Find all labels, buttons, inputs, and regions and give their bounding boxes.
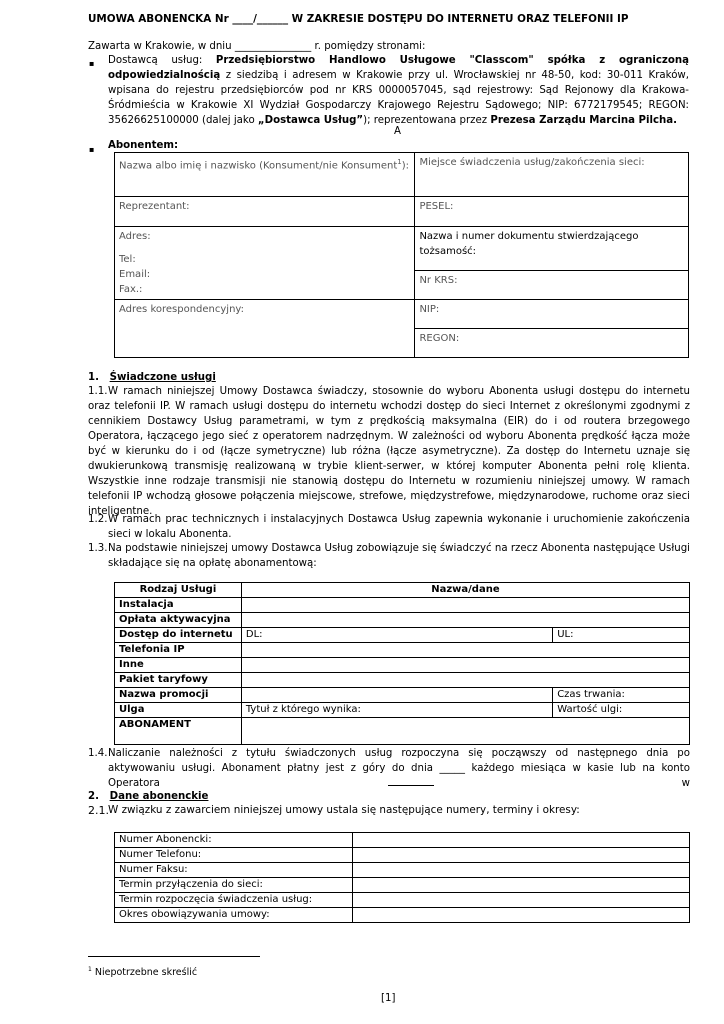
email-label: Email:: [119, 269, 151, 280]
p12-text: W ramach prac technicznych i instalacyjnych Dostawca Usług zapewnia wykonanie i uruchomienie zakończenia sieci w lokalu Abonenta.: [108, 514, 690, 540]
subscriber-number-value[interactable]: [352, 833, 689, 848]
p14-number: 1.4.: [88, 748, 108, 759]
telephony-value[interactable]: [241, 643, 689, 658]
footnote: [88, 962, 197, 980]
connection-date-value[interactable]: [352, 878, 689, 893]
nip-cell[interactable]: [415, 300, 689, 329]
nip-label: NIP:: [419, 304, 440, 315]
relief-basis-label: Tytuł z którego wynika:: [245, 704, 361, 715]
relief-basis-cell[interactable]: [241, 703, 552, 718]
service-place-cell[interactable]: [415, 153, 689, 197]
phone-number-label: Numer Telefonu:: [115, 848, 353, 863]
krs-label: Nr KRS:: [419, 275, 458, 286]
service-start-value[interactable]: [352, 893, 689, 908]
service-activation-fee: Opłata aktywacyjna: [115, 613, 242, 628]
dl-label: DL:: [245, 629, 263, 640]
regon-label: REGON:: [419, 333, 460, 344]
p14-blank-line: [388, 785, 434, 786]
upload-cell[interactable]: [553, 628, 690, 643]
subscriber-name-cell[interactable]: [115, 153, 415, 197]
provider-intro: Dostawcą usług:: [108, 55, 216, 66]
section-number: 2.: [88, 791, 99, 802]
subscription-value[interactable]: [241, 718, 689, 745]
p21-text: W związku z zawarciem niniejszej umowy ustala się następujące numery, terminy i okresy:: [108, 804, 580, 816]
service-promotion: Nazwa promocji: [115, 688, 242, 703]
subscriber-data-table: [114, 832, 690, 923]
p13-text: Na podstawie niniejszej umowy Dostawca Usług zobowiązuje się świadczyć na rzecz Abonenta następujące Usługi składające się na opłatę abonamentową:: [108, 543, 690, 569]
address-cell[interactable]: [115, 227, 415, 300]
p11-text: W ramach niniejszej Umowy Dostawca świadczy, stosownie do wyboru Abonenta usługi dostępu do internetu oraz telefonii IP. W ramach usługi dostępu do internetu wchodzi dostęp do sieci Internet z określonymi zgodnymi z cennikiem Dostawcy Usług parametrami, w tym z prędkością maksymalna (EIR) do i od routera brzegowego Operatora, łączącego jego sieć z operatorem nadrzędnym. W zależności od wyboru Abonenta prędkość łącza może być w kierunku do i od (łącze symetryczne) lub różna (łącze asymetryczne). Za dostęp do Internetu uznaje się dwukierunkową transmisję realizowaną w trybie klient-serwer, w której komputer Abonenta pełni rolę klienta. Wszystkie inne rodzaje transmisji nie stanowią dostępu do Internetu w rozumieniu niniejszej umowy. W ramach telefonii IP wchodzą głosowe połączenia miejscowe, strefowe, międzystrefowe, międzynarodowe, ruchome oraz sieci inteligentne.: [88, 386, 690, 517]
contract-period-value[interactable]: [352, 908, 689, 923]
provider-rep-intro: ); reprezentowana przez: [363, 115, 491, 126]
place-label: Miejsce świadczenia usług/zakończenia sieci:: [419, 157, 645, 168]
bullet-icon: ▪: [89, 59, 95, 68]
provider-paragraph: [108, 53, 689, 128]
service-telephony: Telefonia IP: [115, 643, 242, 658]
activation-fee-value[interactable]: [241, 613, 689, 628]
name-label: Nazwa albo imię i nazwisko (Konsument/nie Konsument: [119, 160, 398, 172]
service-subscription: ABONAMENT: [115, 718, 242, 745]
representative-label: Reprezentant:: [119, 201, 190, 212]
p13-paragraph: [108, 541, 690, 571]
document-title: UMOWA ABONENCKA Nr ____/______ W ZAKRESIE DOSTĘPU DO INTERNETU ORAZ TELEFONII IP: [88, 13, 629, 25]
pesel-label: PESEL:: [419, 201, 454, 212]
footnote-mark: 1: [88, 966, 92, 973]
concluded-line: Zawarta w Krakowie, w dniu _______________ r. pomiędzy stronami:: [88, 41, 426, 52]
p11-paragraph: [88, 384, 690, 519]
subscriber-table: [114, 152, 689, 358]
p14-text: Naliczanie należności z tytułu świadczonych usług rozpoczyna się począwszy od następnego dnia po aktywowaniu usługi. Abonament płatny jest z góry do dnia _____ każdego miesiąca w kasie lub na konto Operatora w: [108, 748, 690, 789]
address-label: Adres:: [119, 231, 151, 242]
correspondence-address-cell[interactable]: [115, 300, 415, 358]
subscriber-number-label: Numer Abonencki:: [115, 833, 353, 848]
service-internet: Dostęp do internetu: [115, 628, 242, 643]
service-other: Inne: [115, 658, 242, 673]
id-document-label: Nazwa i numer dokumentu stwierdzającego tożsamość:: [419, 231, 639, 257]
p12-number: 1.2.: [88, 514, 108, 525]
services-col-data: Nazwa/dane: [241, 583, 689, 598]
regon-cell[interactable]: [415, 329, 689, 358]
services-col-type: Rodzaj Usługi: [115, 583, 242, 598]
p13-number: 1.3.: [88, 543, 108, 554]
service-installation: Instalacja: [115, 598, 242, 613]
service-start-label: Termin rozpoczęcia świadczenia usług:: [115, 893, 353, 908]
fax-label: Fax.:: [119, 284, 143, 295]
phone-number-value[interactable]: [352, 848, 689, 863]
installation-value[interactable]: [241, 598, 689, 613]
section-number: 1.: [88, 372, 99, 383]
krs-cell[interactable]: [415, 271, 689, 300]
relief-value-cell[interactable]: [553, 703, 690, 718]
provider-alias: „Dostawca Usług”: [257, 115, 364, 126]
name-suffix: ):: [401, 160, 409, 172]
p21-number: 2.1.: [88, 804, 109, 817]
fax-number-label: Numer Faksu:: [115, 863, 353, 878]
other-value[interactable]: [241, 658, 689, 673]
duration-cell[interactable]: [553, 688, 690, 703]
pesel-cell[interactable]: [415, 197, 689, 227]
footnote-text: Niepotrzebne skreślić: [91, 967, 198, 979]
service-relief: Ulga: [115, 703, 242, 718]
footnote-ref: 1: [397, 158, 402, 166]
contract-period-label: Okres obowiązywania umowy:: [115, 908, 353, 923]
id-document-cell[interactable]: [415, 227, 689, 271]
footnote-separator: [88, 956, 260, 957]
section-2-heading: [88, 789, 208, 804]
page-number: [1]: [381, 993, 396, 1004]
section-title: Świadczone usługi: [109, 372, 216, 383]
provider-name: Przedsiębiorstwo Handlowo Usługowe "Classcom" spółka z ograniczoną odpowiedzialnością: [108, 55, 689, 81]
duration-label: Czas trwania:: [557, 689, 625, 700]
provider-rep: Prezesa Zarządu Marcina Pilcha.: [490, 115, 678, 126]
promotion-value[interactable]: [241, 688, 552, 703]
and-label: A: [394, 126, 401, 137]
download-cell[interactable]: [241, 628, 552, 643]
fax-number-value[interactable]: [352, 863, 689, 878]
bullet-icon: ▪: [89, 145, 95, 154]
services-table: [114, 582, 690, 745]
connection-date-label: Termin przyłączenia do sieci:: [115, 878, 353, 893]
provider-body: z siedzibą i adresem w Krakowie przy ul. Wrocławskiej nr 48-50, kod: 30-011 Kraków, wpisana do rejestru przedsiębiorców pod nr KRS 0000057045, sąd rejestrowy: Sąd Rejonowy dla Krakowa-Śródmieścia w Krakowie XI Wydział Gospodarczy Krajowego Rejestru Sądowego; NIP: 6772179545; REGON: 35626625100000 (dalej jako: [108, 70, 689, 126]
relief-value-label: Wartość ulgi:: [557, 704, 623, 715]
p11-number: 1.1.: [88, 386, 108, 397]
tariff-value[interactable]: [241, 673, 689, 688]
section-title: Dane abonenckie: [109, 791, 209, 802]
representative-cell[interactable]: [115, 197, 415, 227]
subscriber-label: Abonentem:: [108, 140, 179, 151]
section-1-heading: [88, 370, 216, 385]
ul-label: UL:: [557, 629, 574, 640]
service-tariff: Pakiet taryfowy: [115, 673, 242, 688]
p12-paragraph: [108, 512, 690, 542]
tel-label: Tel:: [119, 254, 136, 265]
correspondence-label: Adres korespondencyjny:: [119, 304, 244, 315]
